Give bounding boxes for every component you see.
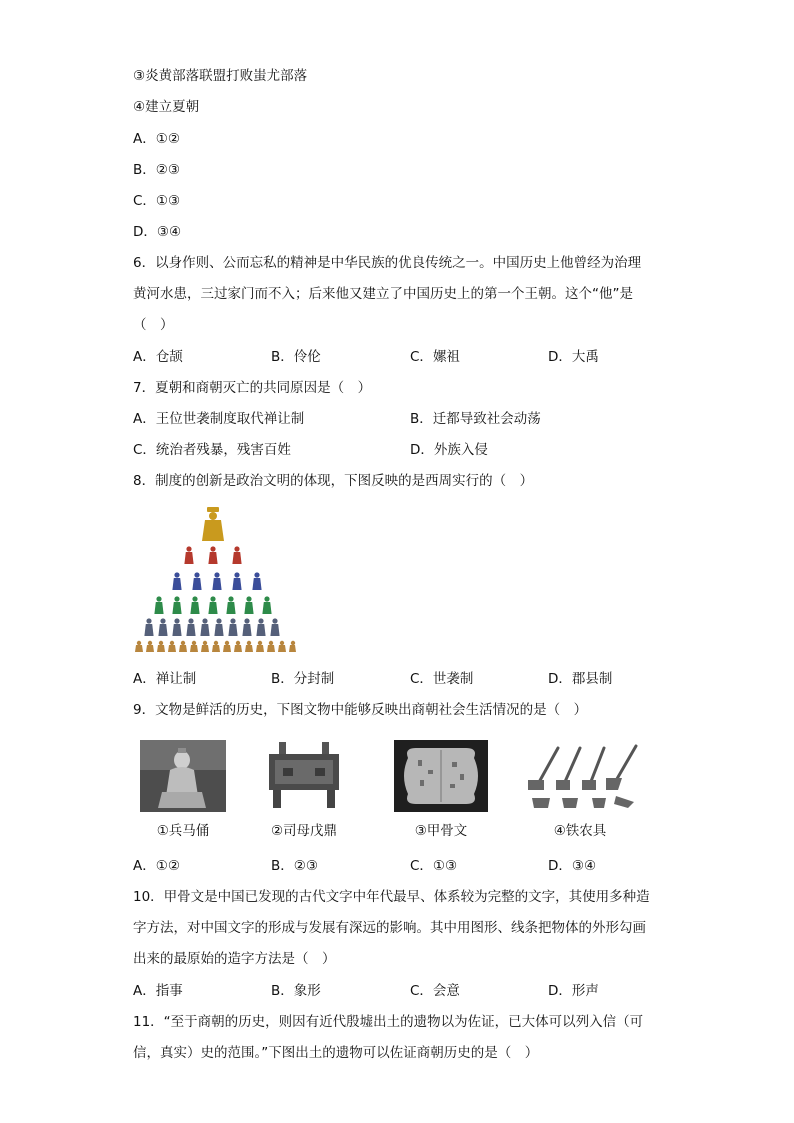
q9-caption-2: ②司母戊鼎 xyxy=(270,823,338,839)
q7-option-b[interactable]: B．迁都导致社会动荡 xyxy=(410,411,541,427)
q6-stem-line1: 6．以身作则、公而忘私的精神是中华民族的优良传统之一。中国历史上他曾经为治理 xyxy=(133,255,642,271)
q10-option-a[interactable]: A．指事 xyxy=(133,983,183,999)
statement-3: ③炎黄部落联盟打败蚩尤部落 xyxy=(133,68,308,84)
oracle-bone-image xyxy=(394,740,488,812)
q8-option-c[interactable]: C．世袭制 xyxy=(410,671,474,687)
q6-stem-line3: （ ） xyxy=(133,317,174,333)
q6-option-d[interactable]: D．大禹 xyxy=(548,349,599,365)
q10-option-c[interactable]: C．会意 xyxy=(410,983,460,999)
q5-option-d[interactable]: D．③④ xyxy=(133,224,182,240)
iron-farm-tools-image xyxy=(518,740,642,812)
q8-option-d[interactable]: D．郡县制 xyxy=(548,671,613,687)
q6-option-b[interactable]: B．伶伦 xyxy=(271,349,321,365)
q10-stem-line1: 10．甲骨文是中国已发现的古代文字中年代最早、体系较为完整的文字，其使用多种造 xyxy=(133,889,650,905)
q8-option-b[interactable]: B．分封制 xyxy=(271,671,335,687)
q7-option-a[interactable]: A．王位世袭制度取代禅让制 xyxy=(133,411,305,427)
q8-option-a[interactable]: A．禅让制 xyxy=(133,671,197,687)
q6-option-a[interactable]: A．仓颉 xyxy=(133,349,183,365)
q9-caption-4: ④铁农具 xyxy=(553,823,607,839)
q7-stem: 7．夏朝和商朝灭亡的共同原因是（ ） xyxy=(133,380,372,396)
q6-option-c[interactable]: C．嫘祖 xyxy=(410,349,460,365)
q9-option-d[interactable]: D．③④ xyxy=(548,858,597,874)
q9-option-b[interactable]: B．②③ xyxy=(271,858,318,874)
q10-option-d[interactable]: D．形声 xyxy=(548,983,599,999)
q5-option-b[interactable]: B．②③ xyxy=(133,162,180,178)
q11-stem-line1: 11．“至于商朝的历史，则因有近代殷墟出土的遗物以为佐证，已大体可以列入信（可 xyxy=(133,1014,644,1030)
q9-option-c[interactable]: C．①③ xyxy=(410,858,458,874)
q9-caption-1: ①兵马俑 xyxy=(156,823,210,839)
q9-stem: 9．文物是鲜活的历史，下图文物中能够反映出商朝社会生活情况的是（ ） xyxy=(133,702,588,718)
q10-stem-line3: 出来的最原始的造字方法是（ ） xyxy=(133,951,336,967)
q7-option-c[interactable]: C．统治者残暴，残害百姓 xyxy=(133,442,291,458)
statement-4: ④建立夏朝 xyxy=(133,99,200,115)
q5-option-a[interactable]: A．①② xyxy=(133,131,180,147)
terracotta-warrior-image xyxy=(140,740,226,812)
q9-caption-3: ③甲骨文 xyxy=(414,823,468,839)
q10-stem-line2: 字方法，对中国文字的形成与发展有深远的影响。其中用图形、线条把物体的外形勾画 xyxy=(133,920,646,936)
q11-stem-line2: 信，真实）史的范围。”下图出土的遗物可以佐证商朝历史的是（ ） xyxy=(133,1045,539,1061)
q7-option-d[interactable]: D．外族入侵 xyxy=(410,442,488,458)
q8-stem: 8．制度的创新是政治文明的体现，下图反映的是西周实行的（ ） xyxy=(133,473,534,489)
q9-option-a[interactable]: A．①② xyxy=(133,858,180,874)
feudal-hierarchy-pyramid-image xyxy=(133,503,297,653)
q5-option-c[interactable]: C．①③ xyxy=(133,193,181,209)
q6-stem-line2: 黄河水患，三过家门而不入；后来他又建立了中国历史上的第一个王朝。这个“他”是 xyxy=(133,286,633,302)
q10-option-b[interactable]: B．象形 xyxy=(271,983,321,999)
simuwu-ding-image xyxy=(263,740,345,812)
